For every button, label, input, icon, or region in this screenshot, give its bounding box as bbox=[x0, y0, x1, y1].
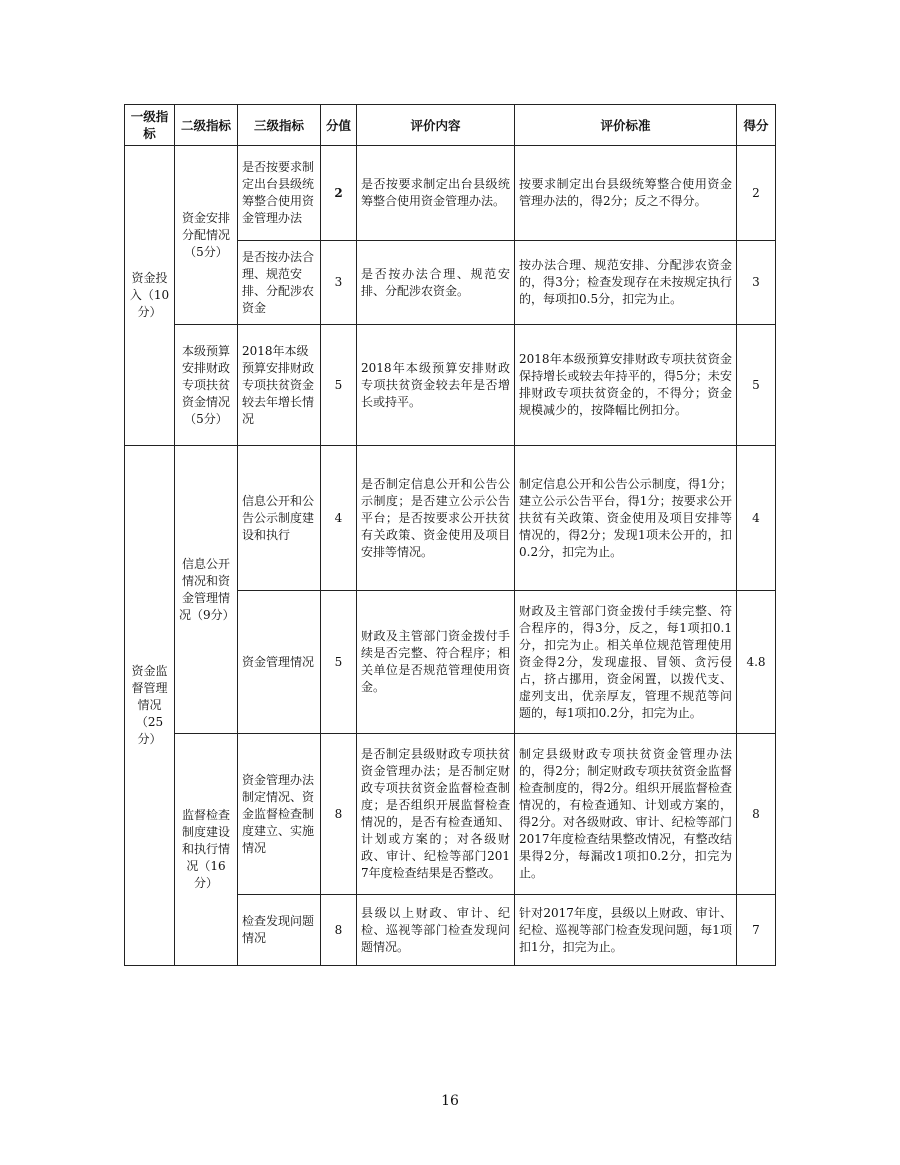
standard-cell: 针对2017年度，县级以上财政、审计、纪检、巡视等部门检查发现问题，每1项扣1分，扣完为止。 bbox=[515, 895, 737, 966]
value-cell: 2 bbox=[321, 146, 357, 241]
header-standard: 评价标准 bbox=[515, 105, 737, 146]
score-cell: 5 bbox=[737, 325, 776, 446]
level3-cell: 是否按办法合理、规范安排、分配涉农资金 bbox=[238, 241, 321, 325]
value-cell: 4 bbox=[321, 446, 357, 591]
level3-cell: 资金管理情况 bbox=[238, 591, 321, 734]
level1-cell: 资金监督管理情况（25分） bbox=[125, 446, 175, 966]
level2-cell: 监督检查制度建设和执行情况（16分） bbox=[175, 734, 238, 966]
content-cell: 财政及主管部门资金拨付手续是否完整、符合程序；相关单位是否规范管理使用资金。 bbox=[357, 591, 515, 734]
table-row bbox=[125, 446, 776, 591]
content-cell: 2018年本级预算安排财政专项扶贫资金较去年是否增长或持平。 bbox=[357, 325, 515, 446]
score-cell: 3 bbox=[737, 241, 776, 325]
header-row bbox=[125, 105, 776, 146]
level3-cell: 是否按要求制定出台县级统筹整合使用资金管理办法 bbox=[238, 146, 321, 241]
header-level1: 一级指标 bbox=[125, 105, 175, 146]
evaluation-table bbox=[124, 104, 776, 966]
level1-cell: 资金投入（10分） bbox=[125, 146, 175, 446]
content-cell: 是否制定信息公开和公告公示制度；是否建立公示公告平台；是否按要求公开扶贫有关政策、资金使用及项目安排等情况。 bbox=[357, 446, 515, 591]
standard-cell: 按办法合理、规范安排、分配涉农资金的，得3分；检查发现存在未按规定执行的，每项扣0.5分，扣完为止。 bbox=[515, 241, 737, 325]
value-cell: 8 bbox=[321, 895, 357, 966]
score-cell: 8 bbox=[737, 734, 776, 895]
score-cell: 4 bbox=[737, 446, 776, 591]
standard-cell: 制定县级财政专项扶贫资金管理办法的，得2分；制定财政专项扶贫资金监督检查制度的，得2分。组织开展监督检查情况的，有检查通知、计划或方案的，得2分。对各级财政、审计、纪检等部门2017年度检查结果整改情况，有整改结果得2分，每漏改1项扣0.2分，扣完为止。 bbox=[515, 734, 737, 895]
standard-cell: 财政及主管部门资金拨付手续完整、符合程序的，得3分，反之，每1项扣0.1分，扣完为止。相关单位规范管理使用资金得2分，发现虚报、冒领、贪污侵占，挤占挪用，资金闲置，以拨代支、虚列支出，优亲厚友，管理不规范等问题的，每1项扣0.2分，扣完为止。 bbox=[515, 591, 737, 734]
header-content: 评价内容 bbox=[357, 105, 515, 146]
standard-cell: 2018年本级预算安排财政专项扶贫资金保持增长或较去年持平的，得5分；未安排财政专项扶贫资金的，不得分；资金规模减少的，按降幅比例扣分。 bbox=[515, 325, 737, 446]
standard-cell: 按要求制定出台县级统筹整合使用资金管理办法的，得2分；反之不得分。 bbox=[515, 146, 737, 241]
content-cell: 县级以上财政、审计、纪检、巡视等部门检查发现问题情况。 bbox=[357, 895, 515, 966]
score-cell: 7 bbox=[737, 895, 776, 966]
header-value: 分值 bbox=[321, 105, 357, 146]
level3-cell: 信息公开和公告公示制度建设和执行 bbox=[238, 446, 321, 591]
header-level3: 三级指标 bbox=[238, 105, 321, 146]
value-cell: 8 bbox=[321, 734, 357, 895]
header-level2: 二级指标 bbox=[175, 105, 238, 146]
level2-cell: 信息公开情况和资金管理情况（9分） bbox=[175, 446, 238, 734]
header-score: 得分 bbox=[737, 105, 776, 146]
page-number: 16 bbox=[441, 1093, 459, 1109]
level3-cell: 检查发现问题情况 bbox=[238, 895, 321, 966]
level3-cell: 2018年本级预算安排财政专项扶贫资金较去年增长情况 bbox=[238, 325, 321, 446]
content-cell: 是否制定县级财政专项扶贫资金管理办法；是否制定财政专项扶贫资金监督检查制度；是否组织开展监督检查情况的，是否有检查通知、计划或方案的；对各级财政、审计、纪检等部门2017年度检查结果是否整改。 bbox=[357, 734, 515, 895]
content-cell: 是否按要求制定出台县级统筹整合使用资金管理办法。 bbox=[357, 146, 515, 241]
table-row bbox=[125, 146, 776, 241]
content-cell: 是否按办法合理、规范安排、分配涉农资金。 bbox=[357, 241, 515, 325]
value-cell: 3 bbox=[321, 241, 357, 325]
level2-cell: 本级预算安排财政专项扶贫资金情况（5分） bbox=[175, 325, 238, 446]
level2-cell: 资金安排分配情况（5分） bbox=[175, 146, 238, 325]
table-row bbox=[125, 734, 776, 895]
level3-cell: 资金管理办法制定情况、资金监督检查制度建立、实施情况 bbox=[238, 734, 321, 895]
score-cell: 2 bbox=[737, 146, 776, 241]
standard-cell: 制定信息公开和公告公示制度，得1分；建立公示公告平台，得1分；按要求公开扶贫有关政策、资金使用及项目安排等情况的，得2分；发现1项未公开的，扣0.2分，扣完为止。 bbox=[515, 446, 737, 591]
table-row bbox=[125, 325, 776, 446]
score-cell: 4.8 bbox=[737, 591, 776, 734]
value-cell: 5 bbox=[321, 591, 357, 734]
value-cell: 5 bbox=[321, 325, 357, 446]
